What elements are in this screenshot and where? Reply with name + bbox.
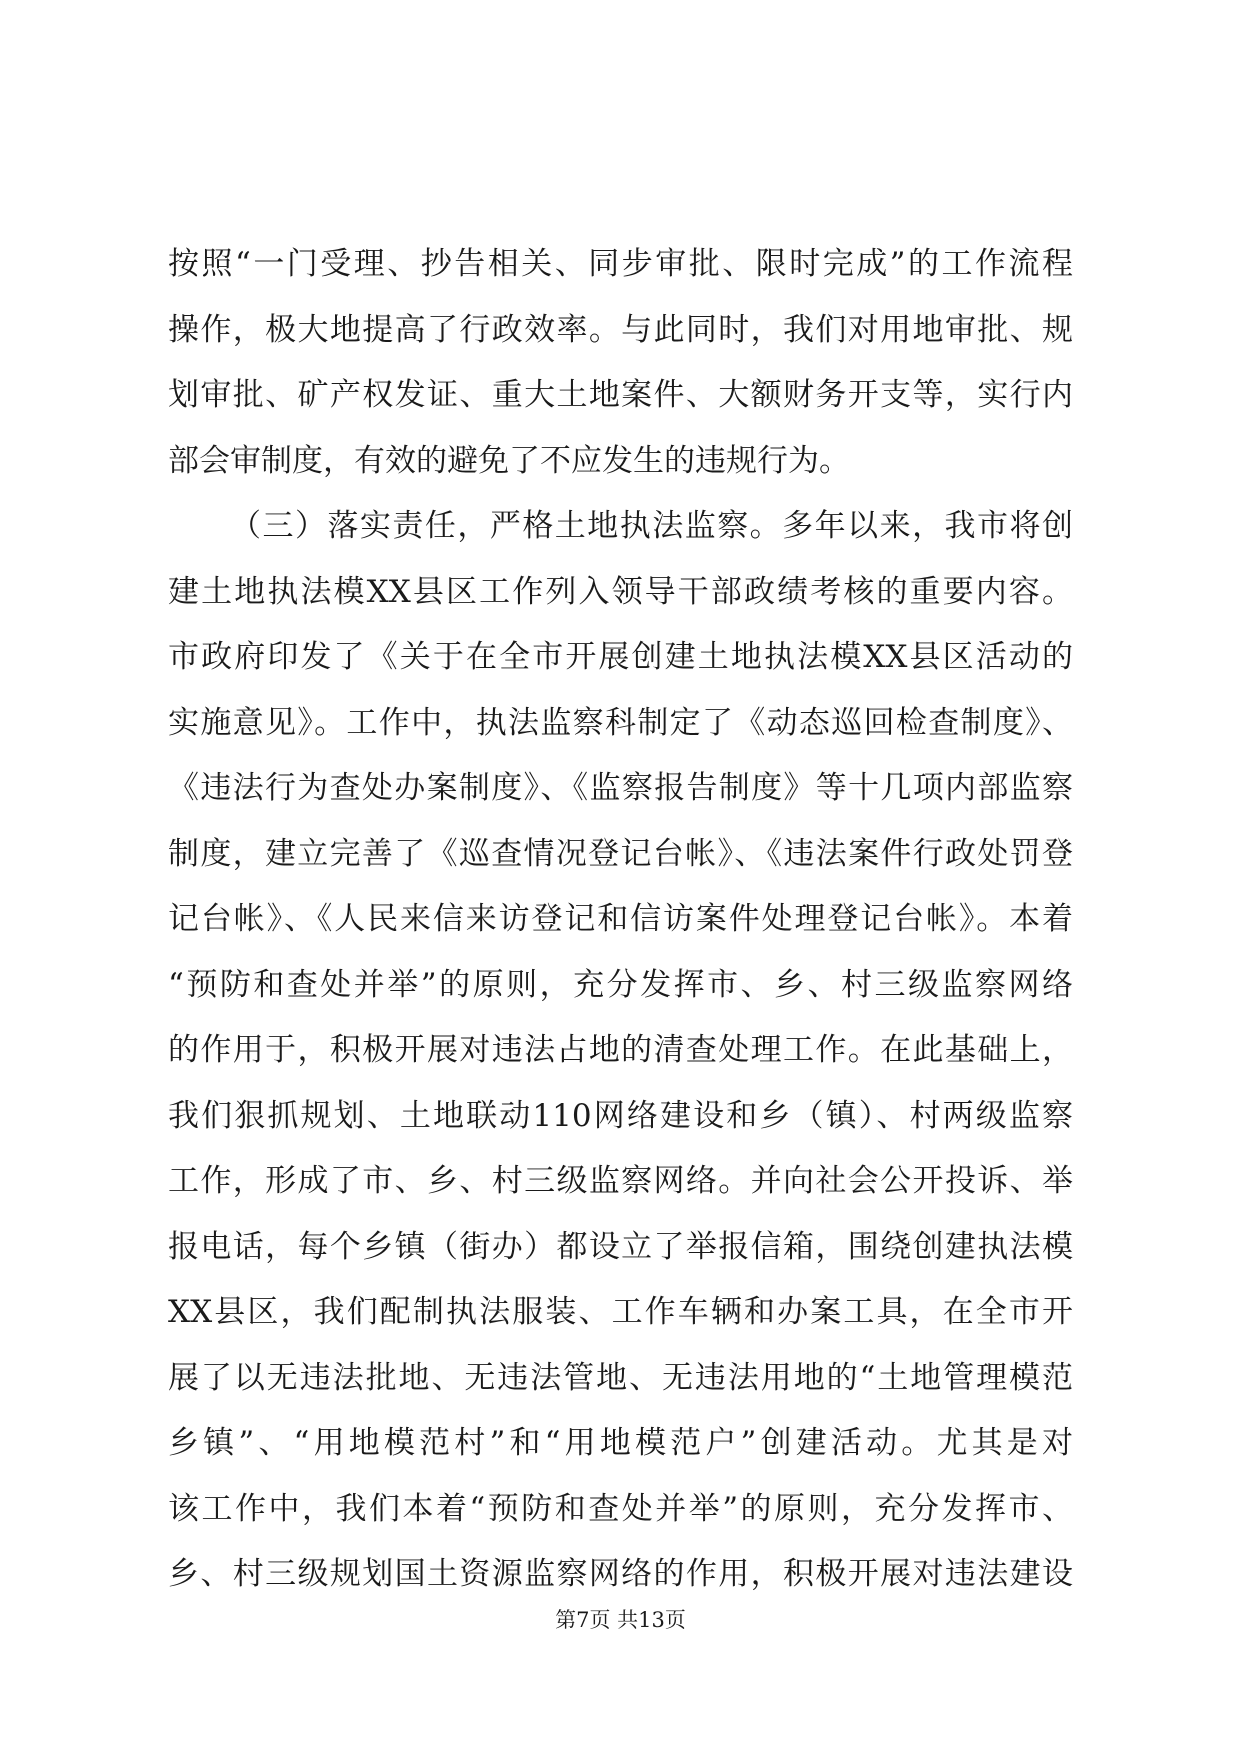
text-line: 建土地执法模XX县区工作列入领导干部政绩考核的重要内容。: [168, 573, 1073, 610]
text-line: 《违法行为查处办案制度》、《监察报告制度》等十几项内部监察: [168, 770, 1073, 806]
text-line: 市政府印发了《关于在全市开展创建土地执法模XX县区活动的: [168, 639, 1073, 675]
text-line: 该工作中，我们本着“预防和查处并举”的原则，充分发挥市、: [168, 1490, 1073, 1527]
section-heading-line: （三）落实责任，严格土地执法监察。多年以来，我市将创: [230, 508, 1073, 544]
text-line: 制度，建立完善了《巡查情况登记台帐》、《违法案件行政处罚登: [168, 835, 1073, 872]
text-line: 报电话，每个乡镇（街办）都设立了举报信箱，围绕创建执法模: [168, 1228, 1073, 1265]
text-line: 操作，极大地提高了行政效率。与此同时，我们对用地审批、规: [168, 311, 1073, 348]
text-line: 工作，形成了市、乡、村三级监察网络。并向社会公开投诉、举: [168, 1163, 1073, 1199]
text-line: 部会审制度，有效的避免了不应发生的违规行为。: [168, 442, 850, 479]
page-number-footer: 第7页 共13页: [555, 1608, 686, 1632]
text-line: 我们狠抓规划、土地联动110网络建设和乡（镇）、村两级监察: [168, 1097, 1073, 1134]
text-line: 划审批、矿产权发证、重大土地案件、大额财务开支等，实行内: [168, 377, 1073, 413]
text-line: 展了以无违法批地、无违法管地、无违法用地的“土地管理模范: [168, 1359, 1073, 1396]
text-line: 记台帐》、《人民来信来访登记和信访案件处理登记台帐》。本着: [168, 901, 1073, 937]
text-line: “预防和查处并举”的原则，充分发挥市、乡、村三级监察网络: [168, 966, 1073, 1003]
document-body: [168, 232, 1073, 1608]
text-line: XX县区，我们配制执法服装、工作车辆和办案工具，在全市开: [168, 1294, 1073, 1330]
text-line: 乡、村三级规划国土资源监察网络的作用，积极开展对违法建设: [168, 1556, 1073, 1592]
text-line: 按照“一门受理、抄告相关、同步审批、限时完成”的工作流程: [168, 246, 1073, 282]
text-line: 乡镇”、“用地模范村”和“用地模范户”创建活动。尤其是对: [168, 1425, 1073, 1461]
text-line: 实施意见》。工作中，执法监察科制定了《动态巡回检查制度》、: [168, 704, 1073, 741]
text-line: 的作用于，积极开展对违法占地的清查处理工作。在此基础上，: [168, 1032, 1073, 1068]
